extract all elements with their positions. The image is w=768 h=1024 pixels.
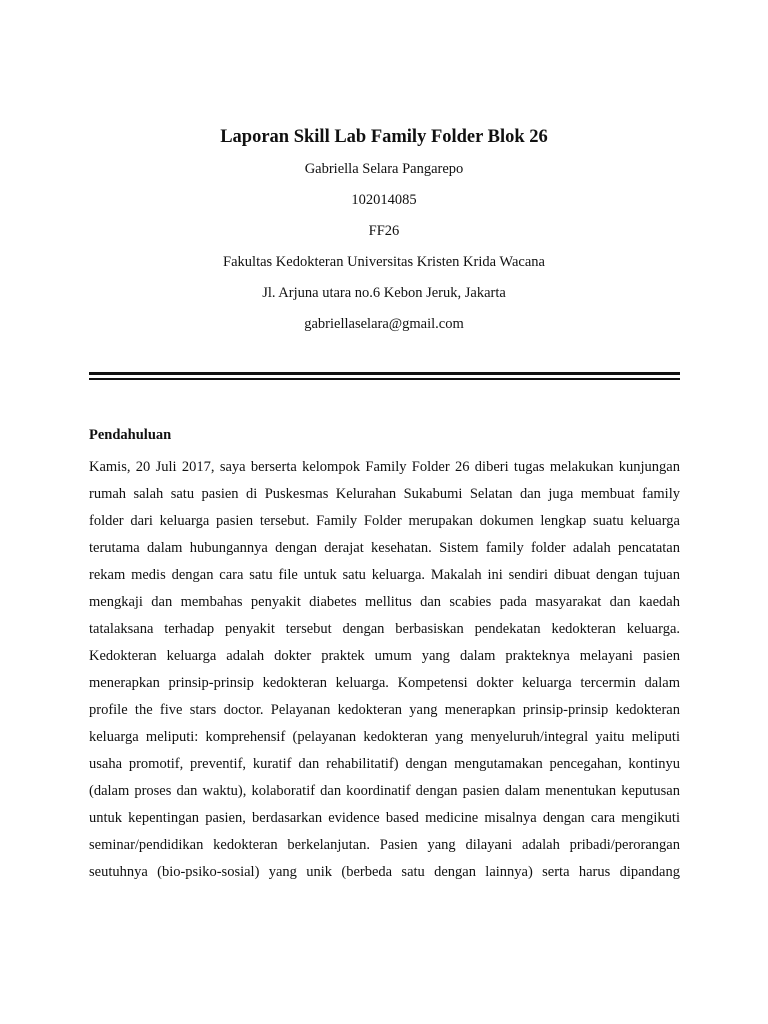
body-line: Kedokteran keluarga adalah dokter praktek umum yang dalam prakteknya melayani pasien [89,648,680,664]
body-line: tatalaksana terhadap penyakit tersebut dengan berbasiskan pendekatan kedokteran keluarga. [89,621,680,637]
body-line: keluarga meliputi: komprehensif (pelayanan kedokteran yang menyeluruh/integral yaitu meliputi [89,729,680,745]
body-line: rumah salah satu pasien di Puskesmas Kelurahan Sukabumi Selatan dan juga membuat family [89,486,680,502]
document-title: Laporan Skill Lab Family Folder Blok 26 [220,127,548,147]
group-code: FF26 [368,223,400,239]
section-heading: Pendahuluan [89,427,172,443]
body-line: seutuhnya (bio-psiko-sosial) yang unik (berbeda satu dengan lainnya) serta harus dipandang [89,864,680,880]
faculty-name: Fakultas Kedokteran Universitas Kristen Krida Wacana [223,254,545,270]
body-line: usaha promotif, preventif, kuratif dan rehabilitatif) dengan mengutamakan pencegahan, kontinyu [89,756,680,772]
author-name: Gabriella Selara Pangarepo [304,161,464,177]
body-line: mengkaji dan membahas penyakit diabetes mellitus dan scabies pada masyarakat dan kaedah [89,594,680,610]
body-line: folder dari keluarga pasien tersebut. Family Folder merupakan dokumen lengkap suatu keluarga [89,513,680,529]
body-line: (dalam proses dan waktu), kolaboratif dan koordinatif dengan pasien dalam menentukan keputusan [89,783,680,799]
email: gabriellaselara@gmail.com [304,316,464,332]
body-line: seminar/pendidikan kedokteran berkelanjutan. Pasien yang dilayani adalah pribadi/perorangan [89,837,680,853]
student-id: 102014085 [351,192,417,208]
body-line: untuk kepentingan pasien, berdasarkan evidence based medicine misalnya dengan cara mengikuti [89,810,680,826]
body-line: rekam medis dengan cara satu file untuk satu keluarga. Makalah ini sendiri dibuat dengan tujuan [89,567,680,583]
header-divider-thick [89,372,680,375]
address: Jl. Arjuna utara no.6 Kebon Jeruk, Jakarta [262,285,506,301]
body-line: menerapkan prinsip-prinsip kedokteran keluarga. Kompetensi dokter keluarga tercermin dalam [89,675,680,691]
body-line: Kamis, 20 Juli 2017, saya berserta kelompok Family Folder 26 diberi tugas melakukan kunjungan [89,459,680,475]
header-divider-thin [89,378,680,380]
section-body [89,458,680,890]
body-line: profile the five stars doctor. Pelayanan kedokteran yang menerapkan prinsip-prinsip kedokteran [89,702,680,718]
body-line: terutama dalam hubungannya dengan derajat kesehatan. Sistem family folder adalah pencatatan [89,540,680,556]
